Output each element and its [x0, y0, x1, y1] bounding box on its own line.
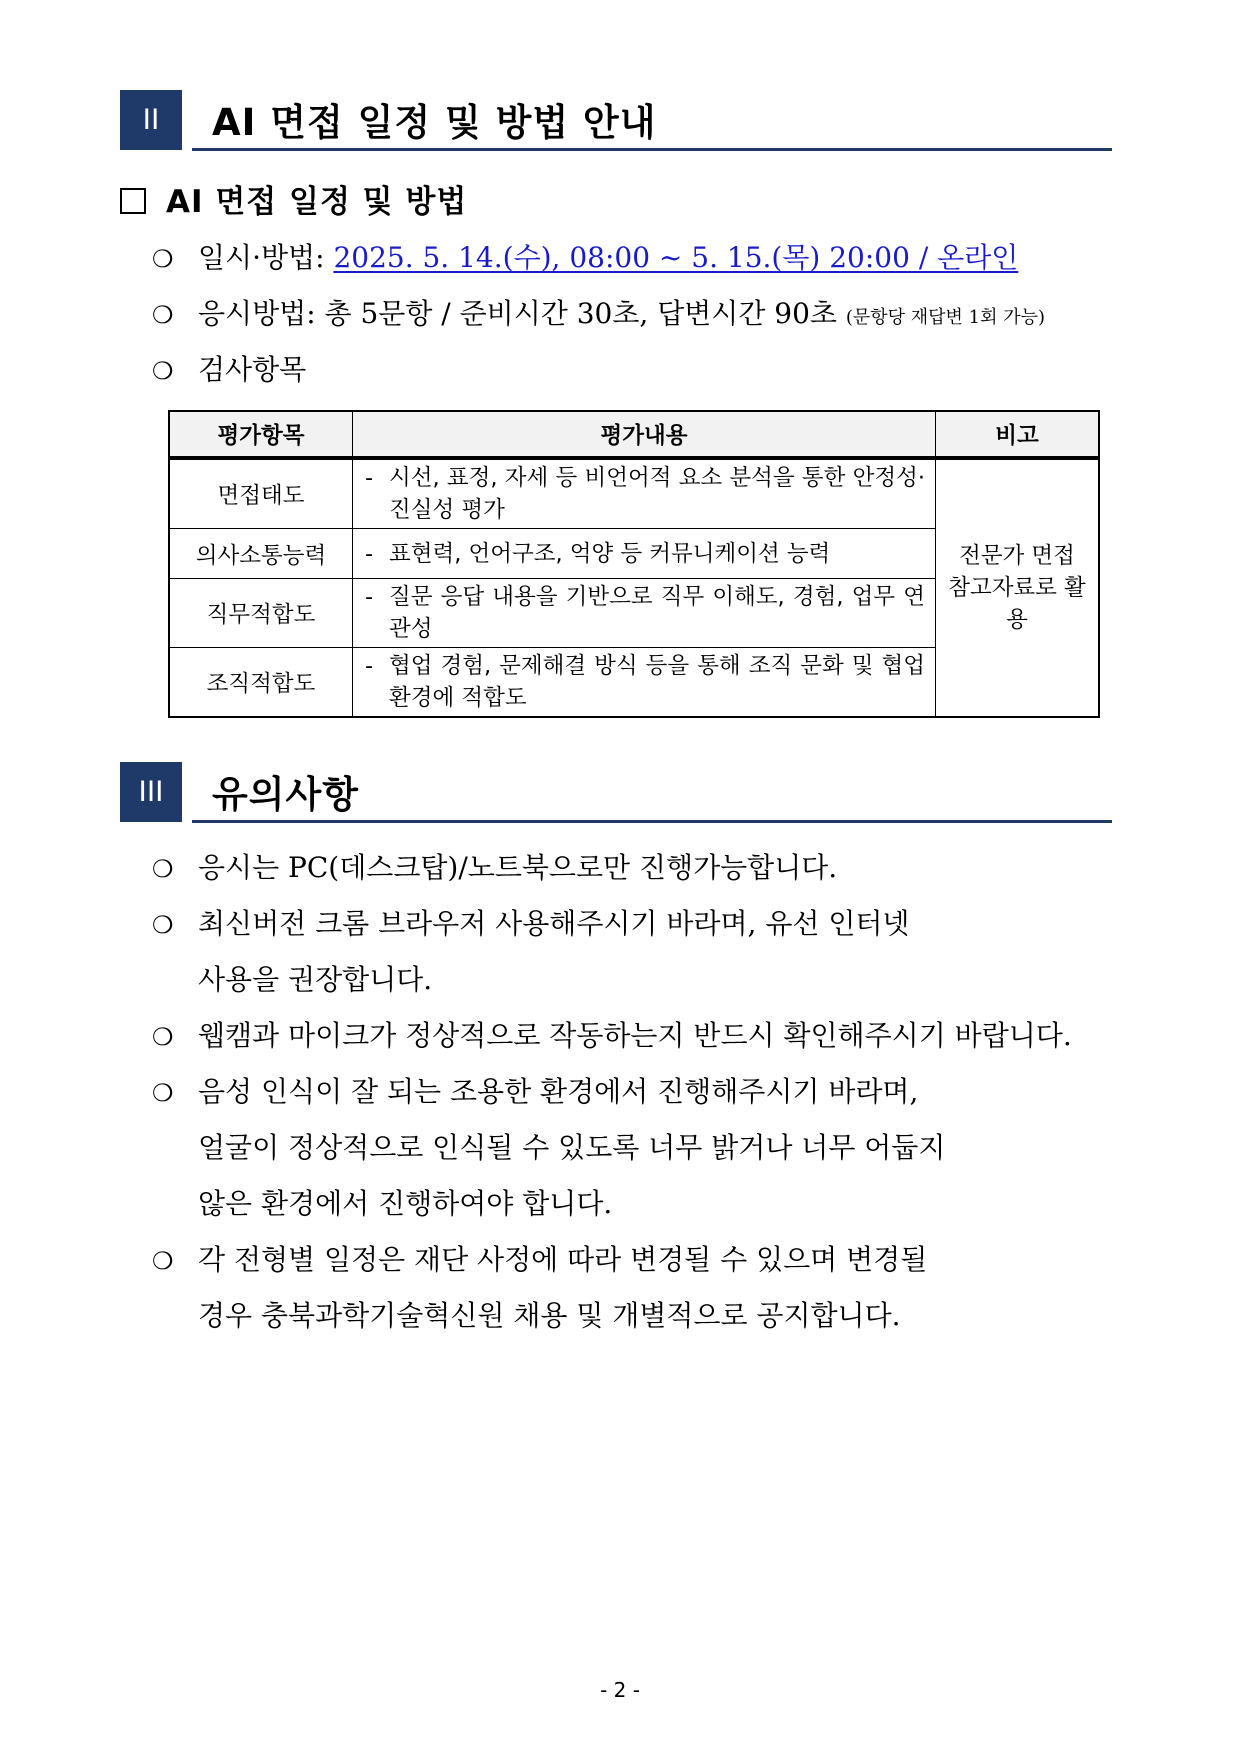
bullet-circle-icon: ❍ — [152, 245, 174, 273]
bullet-circle-icon: ❍ — [152, 1079, 174, 1107]
section-2-title: AI 면접 일정 및 방법 안내 — [212, 101, 657, 144]
row-category: 의사소통능력 — [169, 529, 353, 579]
row-content: - 표현력, 언어구조, 억양 등 커뮤니케이션 능력 — [353, 529, 936, 579]
header-category: 평가항목 — [169, 411, 353, 458]
table-row — [169, 458, 1099, 529]
item-datetime — [152, 236, 1018, 276]
bullet-circle-icon: ❍ — [152, 1023, 174, 1051]
note-continuation: 사용을 권장합니다. — [198, 963, 433, 996]
evaluation-table — [168, 410, 1100, 718]
section-3-rule — [192, 820, 1112, 823]
page-number: - 2 - — [600, 1678, 640, 1702]
datetime-label: 일시·방법: — [198, 241, 325, 274]
table-header-row — [169, 411, 1099, 458]
method-text: 응시방법: 총 5문항 / 준비시간 30초, 답변시간 90초 — [198, 297, 837, 330]
subheading-text: AI 면접 일정 및 방법 — [166, 184, 468, 220]
row-category: 직무적합도 — [169, 579, 353, 648]
checkbox-square-icon — [120, 188, 146, 214]
bullet-circle-icon: ❍ — [152, 1247, 174, 1275]
bullet-circle-icon: ❍ — [152, 911, 174, 939]
bullet-circle-icon: ❍ — [152, 301, 174, 329]
section-3-header — [120, 762, 1112, 824]
note-continuation: 얼굴이 정상적으로 인식될 수 있도록 너무 밝거나 너무 어둡지 — [198, 1131, 946, 1164]
bullet-circle-icon: ❍ — [152, 357, 174, 385]
method-note: (문항당 재답변 1회 가능) — [845, 307, 1046, 328]
row-content: - 시선, 표정, 자세 등 비언어적 요소 분석을 통한 안정성·진실성 평가 — [353, 458, 936, 529]
note-continuation: 경우 충북과학기술혁신원 채용 및 개별적으로 공지합니다. — [198, 1299, 901, 1332]
items-label: 검사항목 — [198, 353, 307, 386]
section-3-number: III — [120, 762, 182, 822]
section-3-title: 유의사항 — [212, 773, 359, 816]
note-continuation: 않은 환경에서 진행하여야 합니다. — [198, 1187, 613, 1220]
datetime-value: 2025. 5. 14.(수), 08:00 ~ 5. 15.(목) 20:00 / 온라인 — [333, 241, 1019, 274]
section-2-header — [120, 90, 1112, 152]
note-cell: 전문가 면접 참고자료로 활용 — [936, 458, 1100, 717]
section-2-number: II — [120, 90, 182, 150]
section-2-rule — [192, 148, 1112, 151]
note-item: ❍ 음성 인식이 잘 되는 조용한 환경에서 진행해주시기 바라며, — [152, 1075, 919, 1108]
row-content: - 질문 응답 내용을 기반으로 직무 이해도, 경험, 업무 연관성 — [353, 579, 936, 648]
note-item: ❍ 각 전형별 일정은 재단 사정에 따라 변경될 수 있으며 변경될 — [152, 1243, 928, 1276]
note-item: ❍ 응시는 PC(데스크탑)/노트북으로만 진행가능합니다. — [152, 851, 838, 884]
row-content: - 협업 경험, 문제해결 방식 등을 통해 조직 문화 및 협업 환경에 적합도 — [353, 648, 936, 718]
row-category: 조직적합도 — [169, 648, 353, 718]
item-method — [152, 292, 1045, 332]
header-content: 평가내용 — [353, 411, 936, 458]
subheading — [120, 176, 467, 221]
bullet-circle-icon: ❍ — [152, 855, 174, 883]
header-note: 비고 — [936, 411, 1100, 458]
note-item: ❍ 최신버전 크롬 브라우저 사용해주시기 바라며, 유선 인터넷 — [152, 907, 910, 940]
note-item: ❍ 웹캠과 마이크가 정상적으로 작동하는지 반드시 확인해주시기 바랍니다. — [152, 1019, 1072, 1052]
row-category: 면접태도 — [169, 458, 353, 529]
item-eval-items — [152, 348, 306, 388]
